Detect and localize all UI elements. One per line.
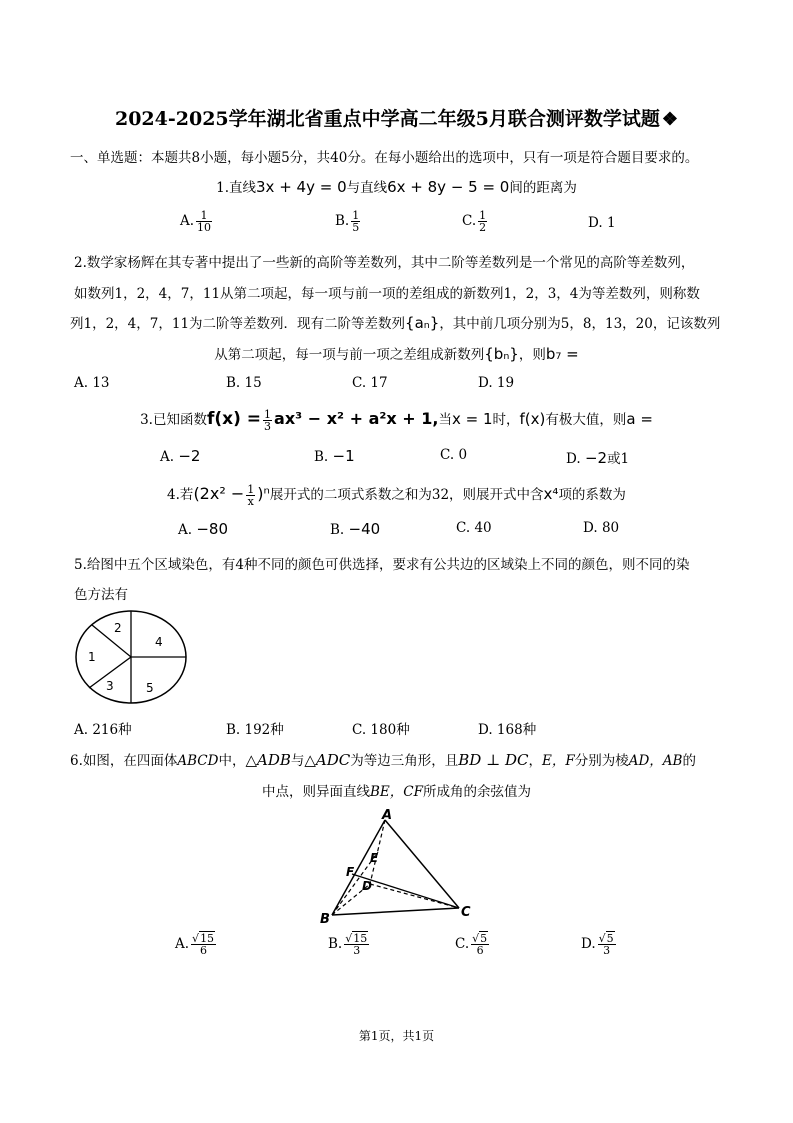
q6-option-d: D. $\frac{√5}{3}$ — [581, 932, 614, 957]
q6-option-a: A. $\frac{√15}{6}$ — [175, 932, 215, 957]
five-region-diagram — [70, 606, 192, 708]
q2-option-c: C. 17 — [352, 375, 388, 391]
q2-option-a: A. 13 — [74, 375, 110, 391]
q6-option-c: C. $\frac{√5}{6}$ — [455, 932, 488, 957]
q5-option-b: B. 192种 — [226, 722, 284, 738]
region-4-label: 4 — [155, 635, 163, 649]
q2-line-4: 从第二项起，每一项与前一项之差组成新数列{bₙ}，则b₇ = — [214, 345, 579, 363]
region-2-label: 2 — [114, 621, 122, 635]
q1-option-c: C. $\frac{1}{2}$ — [462, 209, 487, 234]
point-c-label: C — [461, 905, 471, 920]
q4-option-b: B. −40 — [330, 520, 381, 538]
q6-option-b: B. $\frac{√15}{3}$ — [328, 932, 368, 957]
q6-line-1: 6.如图，在四面体ABCD中，△ADB与△ADC为等边三角形，且BD ⊥ DC，E，F分别为棱AD，AB的 — [70, 751, 696, 769]
q3-option-a: A. −2 — [160, 447, 201, 465]
q2-line-1: 2.数学家杨辉在其专著中提出了一些新的高阶等差数列，其中二阶等差数列是一个常见的高阶等差数列， — [74, 255, 695, 271]
question-3: 3.已知函数f(x) = $\frac{1}{3}$ ax³ − x² + a²x + 1,当x = 1时，f(x)有极大值，则a = — [140, 408, 653, 433]
q5-line-1: 5.给图中五个区域染色，有4种不同的颜色可供选择，要求有公共边的区域染上不同的颜色，则不同的染 — [74, 557, 690, 573]
title-text: 2024-2025学年湖北省重点中学高二年级5月联合测评数学试题 — [114, 108, 660, 130]
point-a-label: A — [382, 808, 393, 823]
q5-option-c: C. 180种 — [352, 722, 410, 738]
region-5-label: 5 — [146, 681, 154, 695]
diagram-divider-upper-left — [92, 625, 131, 657]
edge-ac — [385, 820, 459, 908]
page-footer: 第1页，共1页 — [358, 1029, 435, 1043]
q4-option-d: D. 80 — [583, 520, 620, 536]
point-d-label: D — [362, 879, 372, 893]
point-b-label: B — [320, 912, 330, 927]
diamond-icon: ❖ — [661, 109, 678, 130]
q2-option-d: D. 19 — [478, 375, 515, 391]
q3-option-c: C. 0 — [440, 447, 468, 463]
q5-line-2: 色方法有 — [74, 587, 128, 603]
q3-option-b: B. −1 — [314, 447, 355, 465]
question-4: 4.若(2x² − $\frac{1}{x}$ )ⁿ展开式的二项式系数之和为32，则展开式中含x⁴项的系数为 — [167, 483, 626, 508]
q2-option-b: B. 15 — [226, 375, 262, 391]
region-1-label: 1 — [88, 650, 96, 664]
point-f-label: F — [346, 865, 355, 879]
q1-option-d: D. 1 — [588, 215, 616, 231]
q3-option-d: D. −2或1 — [566, 449, 630, 467]
tetrahedron-figure — [312, 808, 482, 928]
edge-bc — [332, 908, 459, 915]
q5-option-d: D. 168种 — [478, 722, 537, 738]
q1-option-b: B. $\frac{1}{5}$ — [335, 209, 360, 234]
region-3-label: 3 — [106, 679, 114, 693]
q4-option-a: A. −80 — [178, 520, 228, 538]
page-title — [0, 104, 793, 131]
q5-option-a: A. 216种 — [74, 722, 132, 738]
section-header: 一、单选题：本题共8小题，每小题5分，共40分。在每小题给出的选项中，只有一项是符合题目要求的。 — [70, 150, 699, 166]
q1-option-a: A. $\frac{1}{10}$ — [180, 209, 212, 234]
edge-ab — [332, 820, 385, 915]
q4-option-c: C. 40 — [456, 520, 492, 536]
q2-line-2: 如数列1，2，4，7，11从第二项起，每一项与前一项的差组成的新数列1，2，3，4为等差数列，则称数 — [74, 286, 700, 302]
point-e-label: E — [370, 851, 379, 865]
edge-dc — [370, 884, 459, 908]
q2-line-3: 列1，2，4，7，11为二阶等差数列．现有二阶等差数列{aₙ}，其中前几项分别为5，8，13，20，记该数列 — [70, 314, 721, 332]
question-1: 1.直线3x + 4y = 0与直线6x + 8y − 5 = 0间的距离为 — [216, 178, 577, 196]
q6-line-2: 中点，则异面直线BE，CF所成角的余弦值为 — [262, 784, 531, 800]
